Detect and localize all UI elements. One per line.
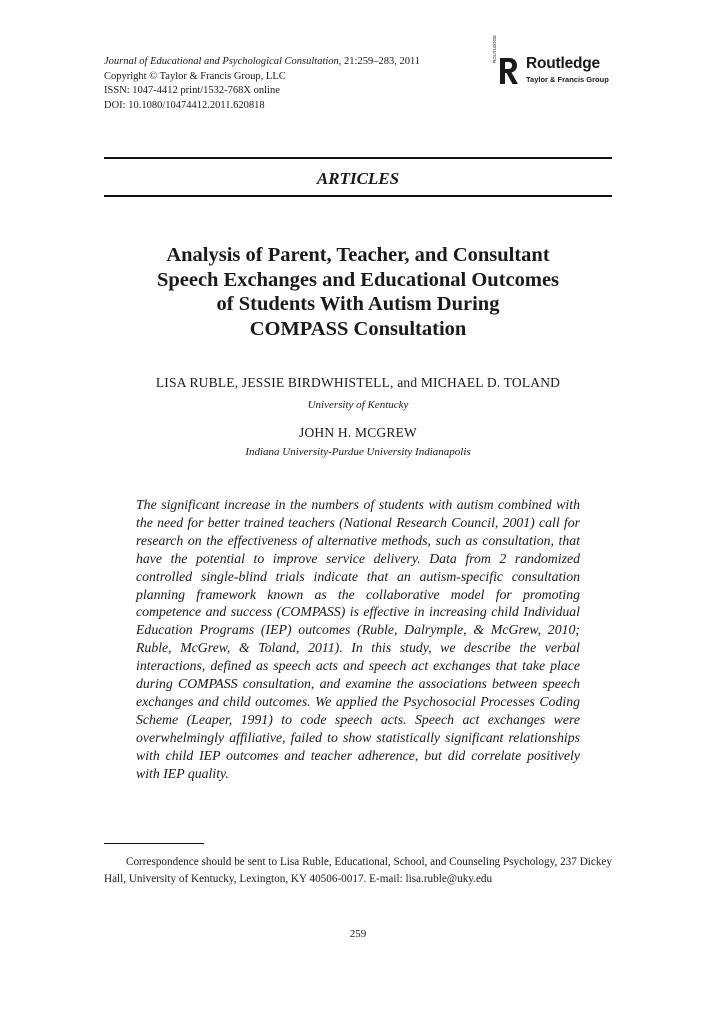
author-names: JOHN H. MCGREW — [299, 425, 417, 440]
title-line: Analysis of Parent, Teacher, and Consultant — [166, 244, 550, 266]
page-number: 259 — [349, 928, 367, 940]
title-line: Speech Exchanges and Educational Outcomes — [156, 268, 560, 291]
abstract: The significant increase in the numbers of students with autism combined with the need for better trained teachers (National Research Council, 2001) call for research on the effectiveness of alternative methods, such as consultation, that have the potential to improve service delivery. Data from 2 randomized controlled single-blind trials indicate that an autism-specific consultation planning framework known as the collaborative model for promoting competence and success (COMPASS) is effective in increasing child Individual Education Programs (IEP) outcomes (Ruble, Dalrymple, & McGrew, 2010; Ruble, McGrew, & Toland, 2011). In this study, we describe the verbal interactions, defined as speech acts and speech act exchanges that take place during COMPASS consultation, and examine the associations between speech exchanges and child outcomes. We applied the Psychosocial Processes Coding Scheme (Leaper, 1991) to code speech acts. Speech act exchanges were overwhelmingly affiliative, failed to show statistically significant relationships with child IEP outcomes and teacher adherence, but did correlate positively with IEP quality. — [136, 497, 580, 781]
journal-name: Journal of Educational and Psychological Consultation — [104, 56, 339, 67]
journal-header — [104, 55, 420, 113]
publisher-logo — [492, 34, 618, 91]
footnote-rule — [104, 843, 204, 844]
routledge-r-icon — [498, 56, 520, 86]
author-affiliation: University of Kentucky — [307, 399, 409, 411]
article-title — [80, 243, 636, 341]
title-line: COMPASS Consultation — [249, 317, 467, 340]
journal-citation — [104, 55, 420, 70]
issn-line: ISSN: 1047-4412 print/1532-768X online — [104, 85, 280, 96]
correspondence-footnote: Correspondence should be sent to Lisa Ruble, Educational, School, and Counseling Psychology, 237 Dickey Hall, University of Kentucky, Lexington, KY 40506-0017. E-mail: lisa.ruble@uky.edu — [104, 856, 612, 885]
publisher-group: Taylor & Francis Group — [526, 75, 609, 84]
title-line: of Students With Autism During — [216, 293, 500, 315]
section-rule-top — [104, 157, 612, 159]
author-affiliation: Indiana University-Purdue University Indianapolis — [245, 446, 471, 458]
imprint-vertical-text: ROUTLEDGE — [492, 34, 497, 63]
copyright-line: Copyright © Taylor & Francis Group, LLC — [104, 70, 286, 82]
section-rule-bottom — [104, 195, 612, 197]
doi-line: DOI: 10.1080/10474412.2011.620818 — [104, 99, 265, 111]
publisher-name: Routledge — [526, 55, 600, 72]
author-names: LISA RUBLE, JESSIE BIRDWHISTELL, and MICHAEL D. TOLAND — [155, 375, 561, 390]
volume-pages: , 21:259–283, 2011 — [338, 56, 421, 67]
section-heading: ARTICLES — [316, 169, 400, 188]
